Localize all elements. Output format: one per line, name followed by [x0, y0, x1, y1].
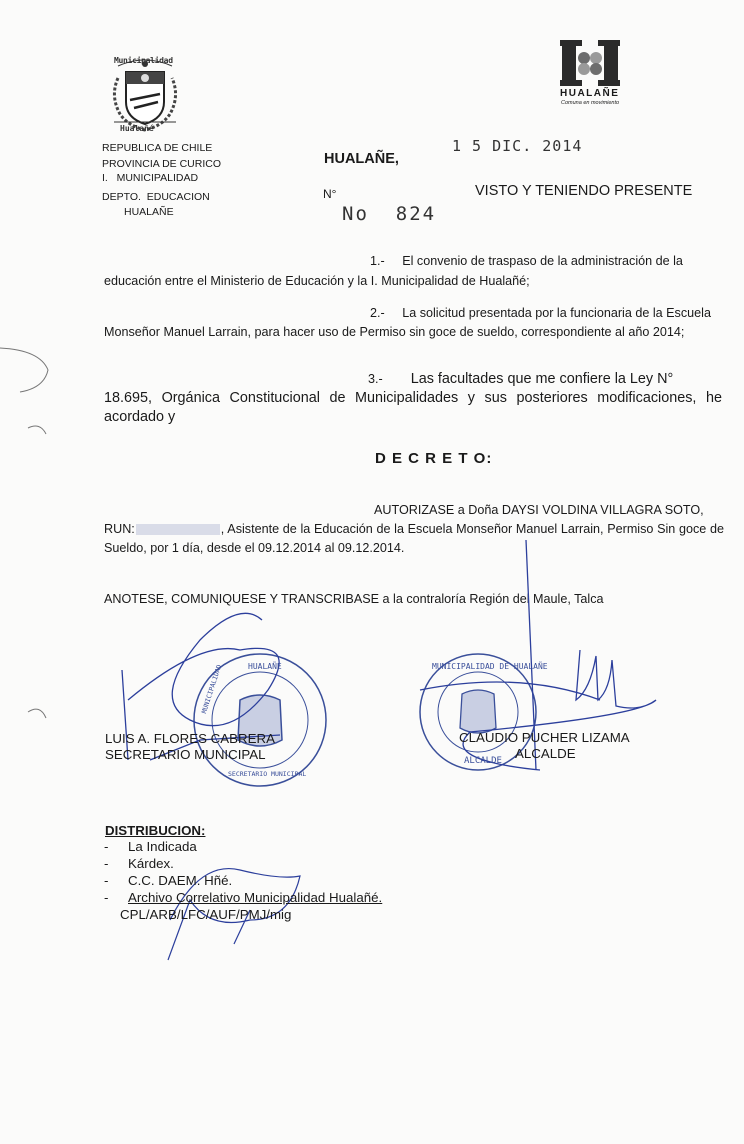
logo-top-text: Municipalidad — [114, 56, 173, 65]
decreto-title: D E C R E T O: — [375, 450, 493, 467]
considerando-2-rest: Monseñor Manuel Larrain, para hacer uso de Permiso sin goce de sueldo, correspondiente al año 2014; — [104, 325, 685, 339]
place-label: HUALAÑE, — [324, 151, 399, 167]
distribution-item: - La Indicada — [128, 838, 382, 855]
resolution-first-line: AUTORIZASE a Doña DAYSI VOLDINA VILLAGRA SOTO, — [374, 503, 704, 517]
right-signer-title: ALCALDE — [515, 746, 576, 761]
distribution-title: DISTRIBUCION: — [105, 823, 206, 838]
considerando-3-number: 3.- — [368, 372, 383, 386]
header-provincia: PROVINCIA DE CURICO — [102, 158, 222, 170]
left-stamp-text: HUALAÑE — [248, 662, 282, 671]
right-signer-name: CLAUDIO PUCHER LIZAMA — [459, 730, 630, 745]
distribution-list — [104, 838, 382, 906]
considerando-1-number: 1.- — [370, 254, 385, 268]
logo-bottom-text: Hualañé — [120, 124, 154, 133]
date-stamp: 1 5 DIC. 2014 — [452, 137, 583, 155]
resolution-rest: , Asistente de la Educación de la Escuela Monseñor Manuel Larrain, Permiso Sin goce de Sueldo, por 1 día, desde el 09.12.2014 al 09.12.2014. — [104, 522, 724, 555]
distribution-initials: CPL/ARB/LFC/AUF/PMJ/mig — [120, 907, 292, 922]
considerando-1-first-line: El convenio de traspaso de la administración de la — [402, 254, 683, 268]
considerando-1-rest: educación entre el Ministerio de Educación y la I. Municipalidad de Hualañé; — [104, 274, 530, 288]
considerando-3-first-line: Las facultades que me confiere la Ley N° — [410, 371, 674, 387]
header-republica: REPUBLICA DE CHILE — [102, 142, 213, 154]
number-stamp: No 824 — [342, 203, 437, 225]
header-hualane: HUALAÑE — [124, 206, 174, 218]
considerando-2-first-line: La solicitud presentada por la funcionaria de la Escuela — [402, 306, 711, 320]
anotese-line: ANOTESE, COMUNIQUESE Y TRANSCRIBASE a la contraloría Región del Maule, Talca — [104, 592, 604, 606]
number-label: N° — [323, 187, 337, 201]
run-label: RUN: — [104, 522, 135, 536]
left-stamp-title: SECRETARIO MUNICIPAL — [228, 770, 307, 778]
left-stamp-municipalidad: MUNICIPALIDAD — [200, 663, 224, 715]
header-municipalidad: I. MUNICIPALIDAD — [102, 172, 199, 184]
header-depto: DEPTO. EDUCACION — [102, 191, 210, 203]
considerando-3-rest: 18.695, Orgánica Constitucional de Municipalidades y sus posteriores modificaciones, he acordado y — [104, 390, 722, 425]
distribution-item: - Kárdex. — [128, 855, 382, 872]
right-stamp-title: ALCALDE — [464, 756, 502, 766]
hualane-logo-slogan: Comuna en movimiento — [561, 100, 620, 106]
left-signer-title: SECRETARIO MUNICIPAL — [105, 747, 266, 762]
visto-heading: VISTO Y TENIENDO PRESENTE — [475, 183, 693, 199]
considerando-2-number: 2.- — [370, 306, 385, 320]
distribution-item: - C.C. DAEM. Hñé. — [128, 872, 382, 889]
right-stamp-text: MUNICIPALIDAD DE HUALAÑE — [432, 662, 548, 671]
distribution-item: - Archivo Correlativo Municipalidad Hualañé. — [128, 889, 382, 906]
hualane-logo-name: HUALAÑE — [560, 88, 620, 99]
left-signer-name: LUIS A. FLORES CABRERA — [105, 731, 275, 746]
